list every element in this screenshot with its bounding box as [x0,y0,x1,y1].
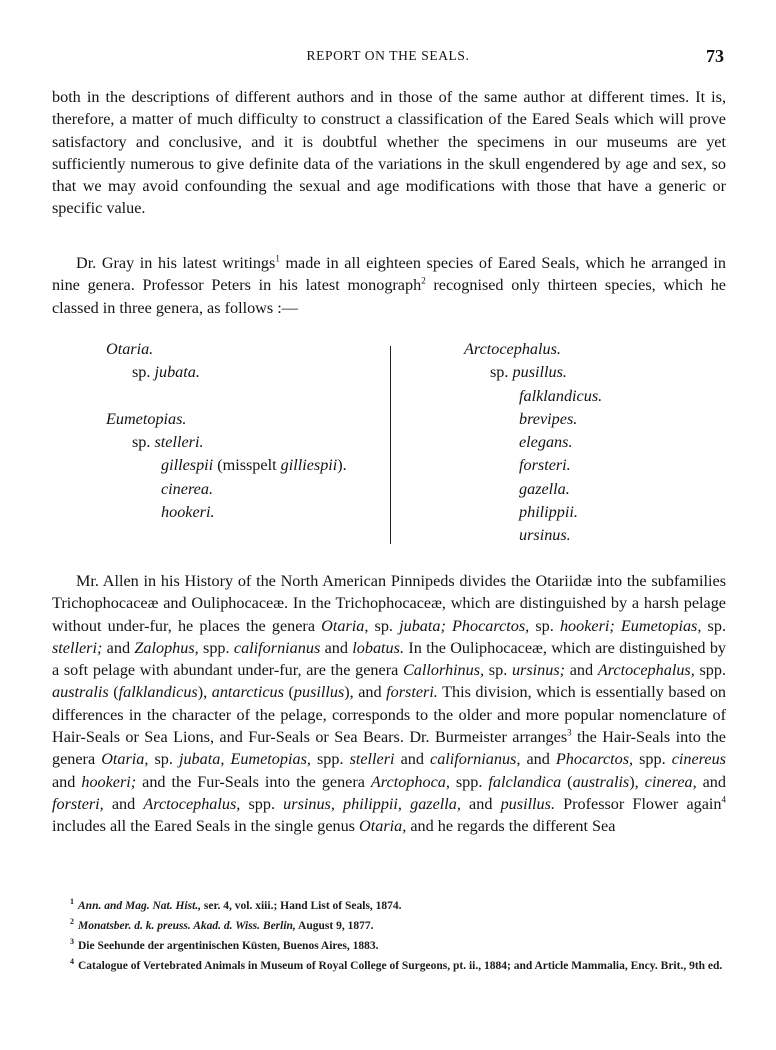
species-pusillus: sp. pusillus. [490,363,567,382]
genus-otaria: Otaria. [106,340,154,358]
footnotes [52,894,726,974]
footnote-4: $^4$ Catalogue of Vertebrated Animals in Museum of Royal College of Surgeons, pt. ii., 1884; and Article Mammalia, Ency. Brit., 9th ed. [70,957,723,972]
classification-column-arctocephalus [464,338,714,548]
species-hookeri: hookeri. [161,503,215,522]
footnote-ref-2: 2 [421,275,426,286]
species-forsteri: forsteri. [519,456,571,475]
footnote-1: $^1$ Ann. and Mag. Nat. Hist., ser. 4, vol. xiii.; Hand List of Seals, 1874. [70,897,402,912]
column-divider [390,346,391,544]
page-number: 73 [706,46,724,66]
species-ursinus: ursinus. [519,526,571,545]
footnote-ref-4: 4 [721,794,726,805]
classification-table [52,338,726,550]
genus-arctocephalus: Arctocephalus. [464,340,561,358]
species-cinerea: cinerea. [161,479,213,498]
species-stelleri: sp. stelleri. [132,433,204,452]
paragraph-1: both in the descriptions of different authors and in those of the same author at different times. It is, therefore, a matter of much difficulty to construct a classification of the Eared Seals which will prove satisfactory and conclusive, and it is doubtful whether the specimens in our museums are yet sufficiently numerous to give definite data of the variations in the skull engendered by age and sex, so that we may avoid confounding the sexual and age modifications with those that have a generic or specific value. [52,88,726,218]
paragraph-2: Dr. Gray in his latest writings$^1$ made in all eighteen species of Eared Seals, which he arranged in nine genera. Professor Peters in his latest monograph$^2$ recognised only thirteen species, which he classed in three genera, as follows :— [52,253,727,317]
footnote-ref-3: 3 [567,727,572,738]
species-elegans: elegans. [519,433,573,452]
species-brevipes: brevipes. [519,409,578,428]
species-philippii: philippii. [519,503,578,522]
classification-column-otaria-eumetopias [106,338,386,524]
footnote-ref-1: 1 [275,253,280,264]
species-gazella: gazella. [519,479,570,498]
genus-eumetopias: Eumetopias. [106,409,187,428]
running-title: REPORT ON THE SEALS. [306,48,470,63]
paragraph-3: Mr. Allen in his History of the North American Pinnipeds divides the Otariidæ into the subfamilies Trichophocaceæ and Ouliphocaceæ. In the Trichophocaceæ, which are distinguished by a harsh pelage without under-fur, he places the genera Otaria, sp. jubata; Phocarctos, sp. hookeri; Eumetopias, sp. stelleri; and Zalophus, spp. californianus and lobatus. In the Ouliphocaceæ, which are distinguished by a soft pelage with abundant under-fur, are the genera Callorhinus, sp. ursinus; and Arctocephalus, spp. australis (falklandicus), antarcticus (pusillus), and forsteri. This division, which is essentially based on differences in the character of the pelage, corresponds to the older and more popular nomenclature of Hair-Seals or Sea Lions, and Fur-Seals or Sea Bears. Dr. Burmeister arranges$^3$ the Hair-Seals into the genera Otaria, sp. jubata, Eumetopias, spp. stelleri and californianus, and Phocarctos, spp. cinereus and hookeri; and the Fur-Seals into the genera Arctophoca, spp. falclandica (australis), cinerea, and forsteri, and Arctocephalus, spp. ursinus, philippii, gazella, and pusillus. Professor Flower again$^4$ includes all the Eared Seals in the single genus Otaria, and he regards the different Sea [52,572,727,836]
species-falklandicus: falklandicus. [519,386,603,405]
species-gillespii: gillespii (misspelt gilliespii). [161,456,347,475]
footnote-2: $^2$ Monatsber. d. k. preuss. Akad. d. Wiss. Berlin, August 9, 1877. [70,917,374,932]
species-jubata: sp. jubata. [132,363,200,382]
running-head [0,46,776,68]
footnote-3: $^3$ Die Seehunde der argentinischen Küsten, Buenos Aires, 1883. [70,937,379,952]
